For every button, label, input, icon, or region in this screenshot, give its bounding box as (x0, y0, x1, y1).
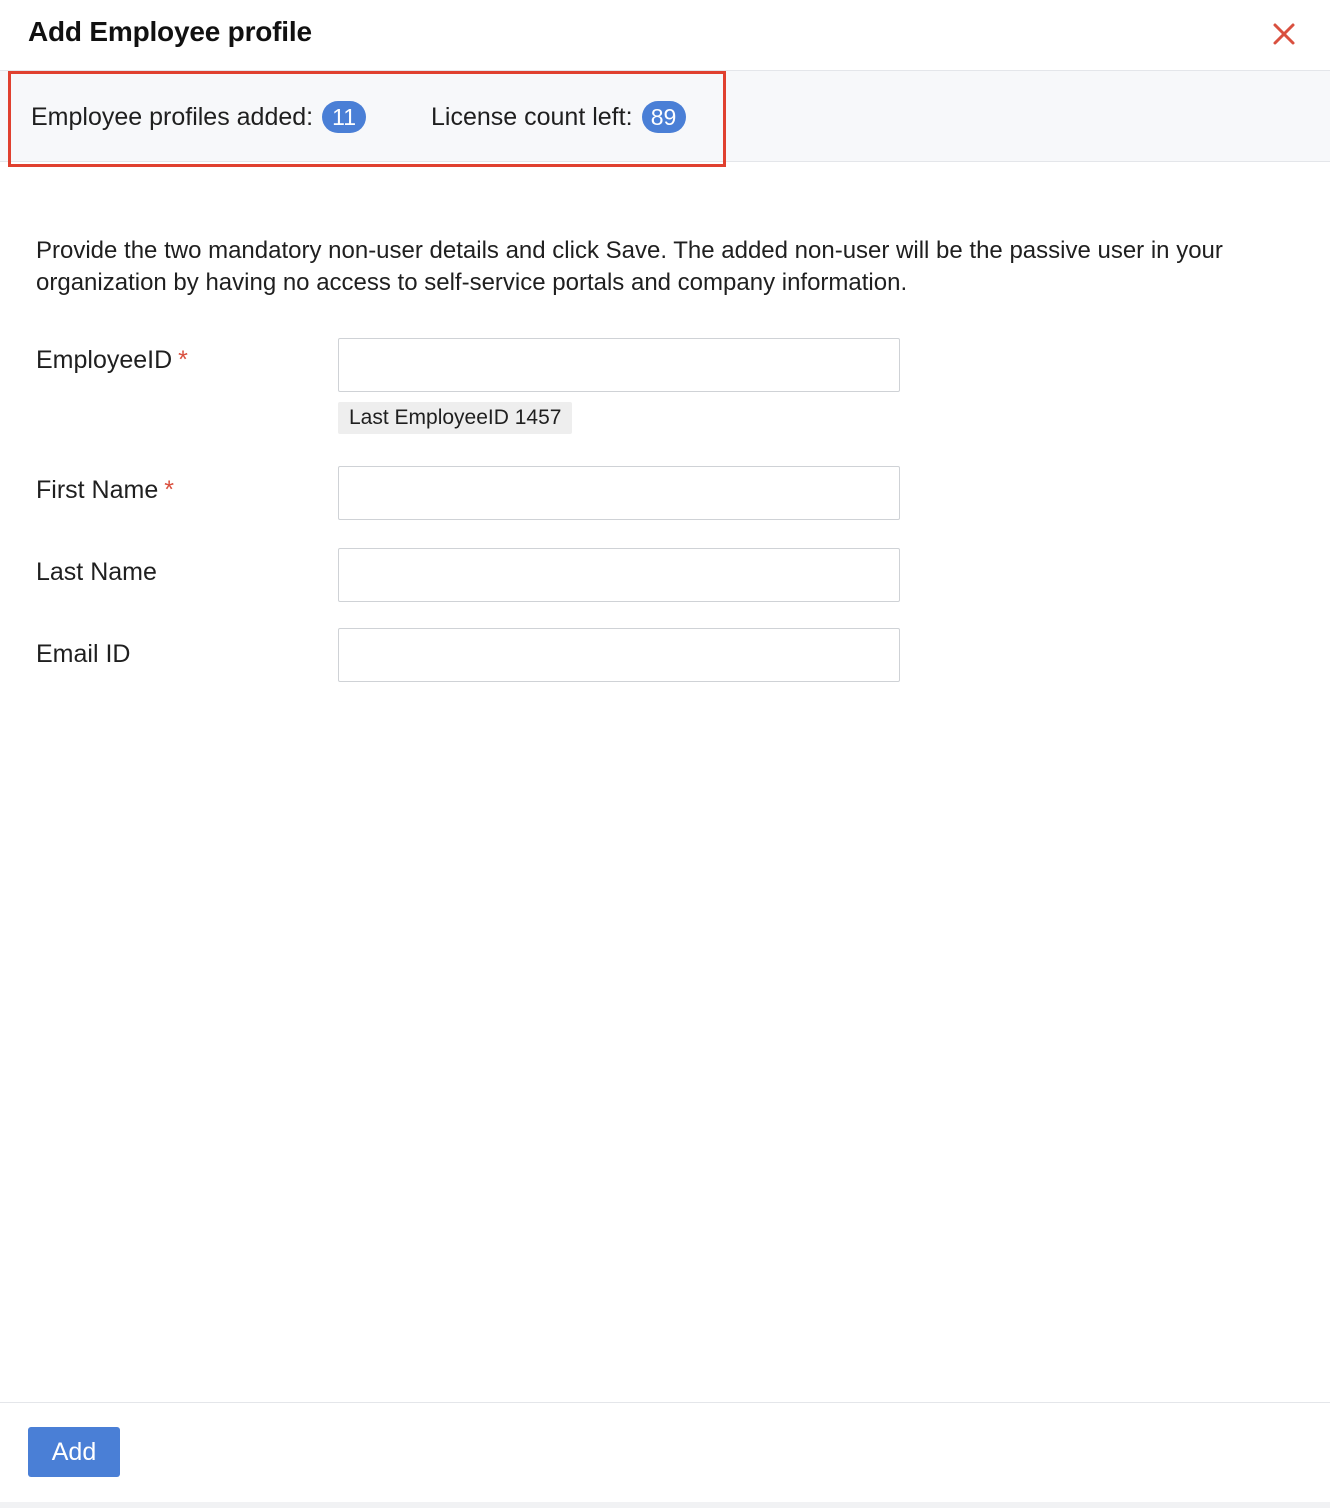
dialog-footer (0, 1402, 1330, 1508)
profiles-added-stat (31, 101, 366, 133)
last-name-label (36, 558, 157, 587)
first-name-input[interactable] (338, 466, 900, 520)
email-id-label (36, 640, 130, 669)
email-id-label-text: Email ID (36, 640, 131, 668)
required-mark: * (164, 476, 174, 504)
profiles-added-label: Employee profiles added: (31, 102, 314, 131)
license-count-stat (431, 101, 686, 133)
first-name-label-text: First Name (36, 476, 159, 504)
bottom-strip (0, 1502, 1330, 1508)
profiles-added-badge: 11 (322, 101, 366, 133)
dialog-title: Add Employee profile (28, 16, 312, 47)
last-name-input[interactable] (338, 548, 900, 602)
first-name-label (36, 476, 174, 505)
license-count-label: License count left: (431, 102, 633, 131)
last-name-label-text: Last Name (36, 558, 157, 586)
employee-id-label (36, 346, 188, 375)
close-icon (1268, 18, 1300, 50)
employee-id-label-text: EmployeeID (36, 346, 173, 374)
license-count-badge: 89 (642, 101, 686, 133)
required-mark: * (178, 346, 188, 374)
add-button[interactable]: Add (28, 1427, 120, 1477)
last-employee-id-hint: Last EmployeeID 1457 (338, 402, 572, 434)
email-id-input[interactable] (338, 628, 900, 682)
form-description: Provide the two mandatory non-user details and click Save. The added non-user will be the passive user in your organization by having no access to self-service portals and company information. (36, 237, 1223, 296)
employee-id-input[interactable] (338, 338, 900, 392)
dialog-header (0, 0, 1330, 70)
close-button[interactable] (1268, 18, 1300, 50)
stats-bar (0, 70, 1330, 162)
